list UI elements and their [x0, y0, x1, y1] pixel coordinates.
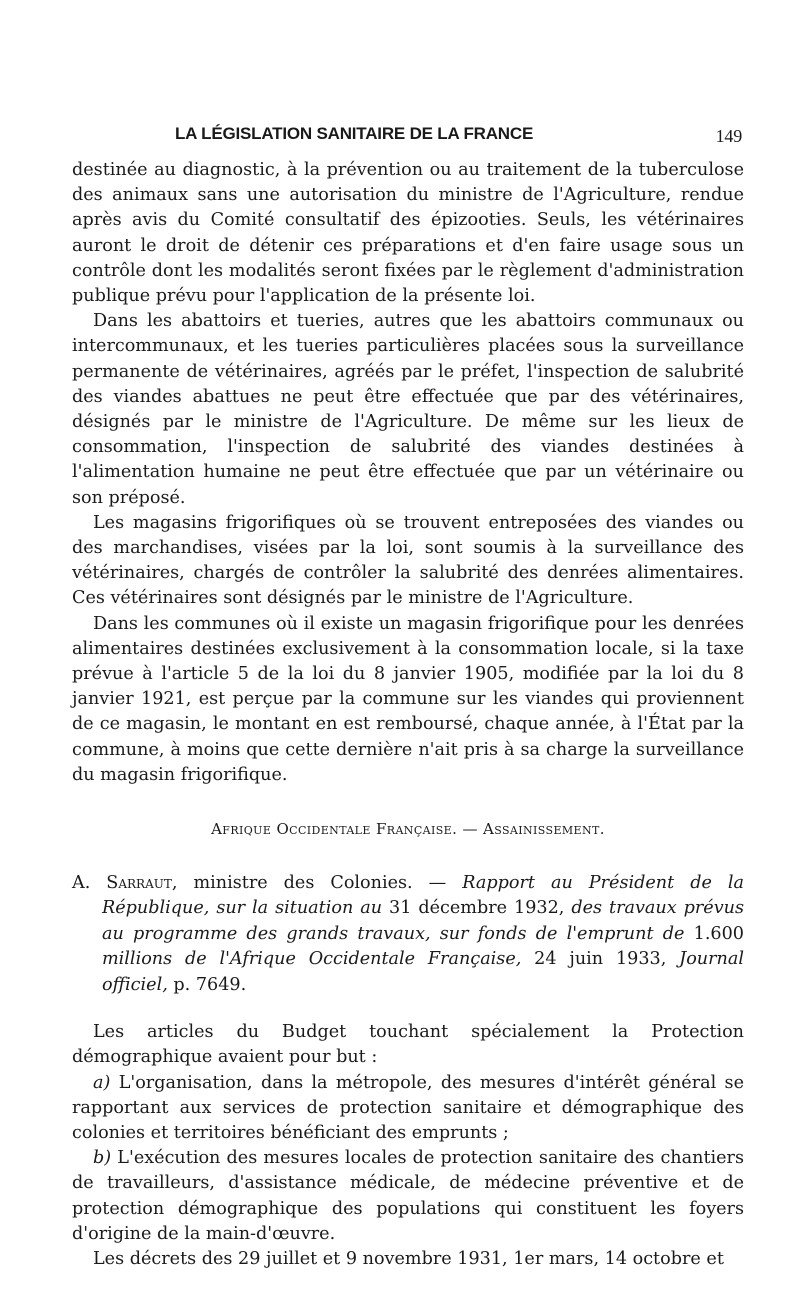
running-header — [72, 118, 744, 148]
paragraph-4: Dans les communes où il existe un magasin frigorifique pour les denrées alimentaires destinées exclusivement à la consommation locale, si la taxe prévue à l'article 5 de la loi du 8 janvier 1905, modifiée par la loi du 8 janvier 1921, est perçue par la commune sur les viandes qui proviennent de ce magasin, le montant en est remboursé, chaque année, à l'État par la commune, à moins que cette dernière n'ait pris à sa charge la surveillance du magasin frigorifique. — [72, 613, 744, 785]
citation-title-part3: millions de l'Afrique Occidentale Française, — [102, 949, 522, 970]
list-item-b — [72, 1146, 744, 1247]
citation-title-part1: Rapport au Président de la République, sur la situation au — [102, 873, 744, 919]
paragraph-2: Dans les abattoirs et tueries, autres que les abattoirs communaux ou intercommunaux, et les tueries particulières placées sous la surveillance permanente de vétérinaires, agréés par le préfet, l'inspection de salubrité des viandes abattues ne peut être effectuée que par des vétérinaires, désignés par le ministre de l'Agriculture. De même sur les lieux de consommation, l'inspection de salubrité des viandes destinées à l'alimentation humaine ne peut être effectuée que par un vétérinaire ou son préposé. — [72, 311, 744, 508]
citation-page-ref: p. 7649. — [167, 974, 247, 995]
running-title: LA LÉGISLATION SANITAIRE DE LA FRANCE — [175, 124, 534, 143]
citation-report-date: 31 décembre 1932, — [389, 898, 565, 919]
list-item-b-label: b) — [93, 1148, 112, 1169]
section-heading: Afrique Occidentale Française. — Assainissement. — [211, 820, 605, 839]
bibliographic-citation — [72, 871, 744, 998]
citation-loan-amount: 1.600 — [693, 923, 744, 944]
list-item-a-text: L'organisation, dans la métropole, des mesures d'intérêt général se rapportant aux services de protection sanitaire et démographique des colonies et territoires bénéficiant des emprunts ; — [72, 1072, 744, 1143]
citation-author: A. Sarraut, — [72, 873, 178, 894]
paragraph-3: Les magasins frigorifiques où se trouvent entreposées des viandes ou des marchandises, visées par la loi, sont soumis à la surveillance des vétérinaires, chargés de contrôler la salubrité des denrées alimentaires. Ces vétérinaires sont désignés par le ministre de l'Agriculture. — [72, 512, 744, 609]
page-number: 149 — [715, 126, 742, 146]
paragraph-5: Les articles du Budget touchant spécialement la Protection démographique avaient pour but : — [72, 1022, 744, 1068]
list-item-a-label: a) — [93, 1072, 111, 1093]
book-page — [72, 118, 744, 1272]
paragraph-1: destinée au diagnostic, à la prévention ou au traitement de la tuberculose des animaux sans une autorisation du ministre de l'Agriculture, rendue après avis du Comité consultatif des épizooties. Seuls, les vétérinaires auront le droit de détenir ces préparations et d'en faire usage sous un contrôle dont les modalités seront fixées par le règlement d'administration publique prévu pour l'application de la présente loi. — [72, 160, 744, 307]
list-item-a — [72, 1071, 744, 1147]
list-item-b-text: L'exécution des mesures locales de protection sanitaire des chantiers de travailleurs, d'assistance médicale, de médecine préventive et de protection démographique des populations qui constituent les foyers d'origine de la main-d'œuvre. — [72, 1148, 744, 1244]
citation-journal: Journal officiel, — [102, 949, 744, 995]
citation-journal-date: 24 juin 1933, — [521, 949, 680, 970]
paragraph-6: Les décrets des 29 juillet et 9 novembre 1931, 1er mars, 14 octobre et — [93, 1248, 724, 1269]
citation-title-part2: des travaux prévus au programme des grands travaux, sur fonds de l'emprunt de — [102, 898, 744, 944]
citation-role: ministre des Colonies. — — [177, 873, 463, 894]
